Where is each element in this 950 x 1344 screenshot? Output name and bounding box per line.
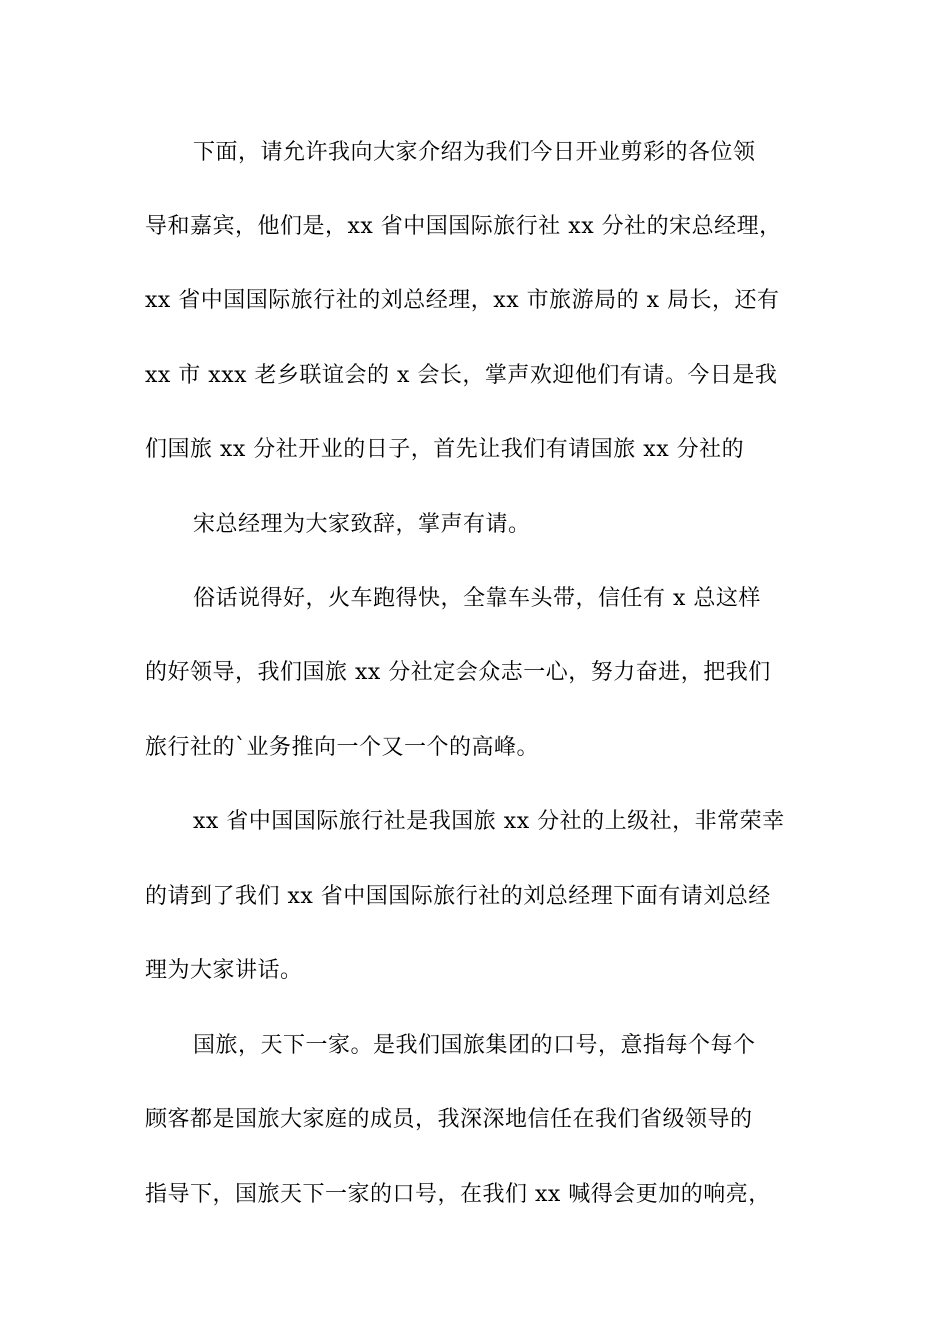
text-line-7: 俗话说得好，火车跑得快，全靠车头带，信任有 x 总这样 (193, 586, 761, 611)
text-line-11: 的请到了我们 xx 省中国国际旅行社的刘总经理下面有请刘总经 (145, 884, 771, 909)
text-line-3: xx 省中国国际旅行社的刘总经理，xx 市旅游局的 x 局长，还有 (145, 288, 780, 313)
text-line-4: xx 市 xxx 老乡联谊会的 x 会长，掌声欢迎他们有请。今日是我 (145, 363, 778, 388)
text-line-6: 宋总经理为大家致辞，掌声有请。 (193, 512, 531, 537)
text-line-15: 指导下，国旅天下一家的口号，在我们 xx 喊得会更加的响亮， (145, 1182, 771, 1207)
text-line-9: 旅行社的`业务推向一个又一个的高峰。 (145, 735, 540, 760)
text-line-5: 们国旅 xx 分社开业的日子，首先让我们有请国旅 xx 分社的 (145, 437, 745, 462)
text-line-1: 下面，请允许我向大家介绍为我们今日开业剪彩的各位领 (193, 140, 756, 165)
text-line-12: 理为大家讲话。 (145, 958, 303, 983)
text-line-14: 顾客都是国旅大家庭的成员，我深深地信任在我们省级领导的 (145, 1107, 753, 1132)
text-line-10: xx 省中国国际旅行社是我国旅 xx 分社的上级社，非常荣幸 (193, 809, 785, 834)
text-line-8: 的好领导，我们国旅 xx 分社定会众志一心，努力奋进，把我们 (145, 660, 771, 685)
text-line-13: 国旅，天下一家。是我们国旅集团的口号，意指每个每个 (193, 1033, 756, 1058)
text-line-2: 导和嘉宾，他们是，xx 省中国国际旅行社 xx 分社的宋总经理， (145, 214, 782, 239)
